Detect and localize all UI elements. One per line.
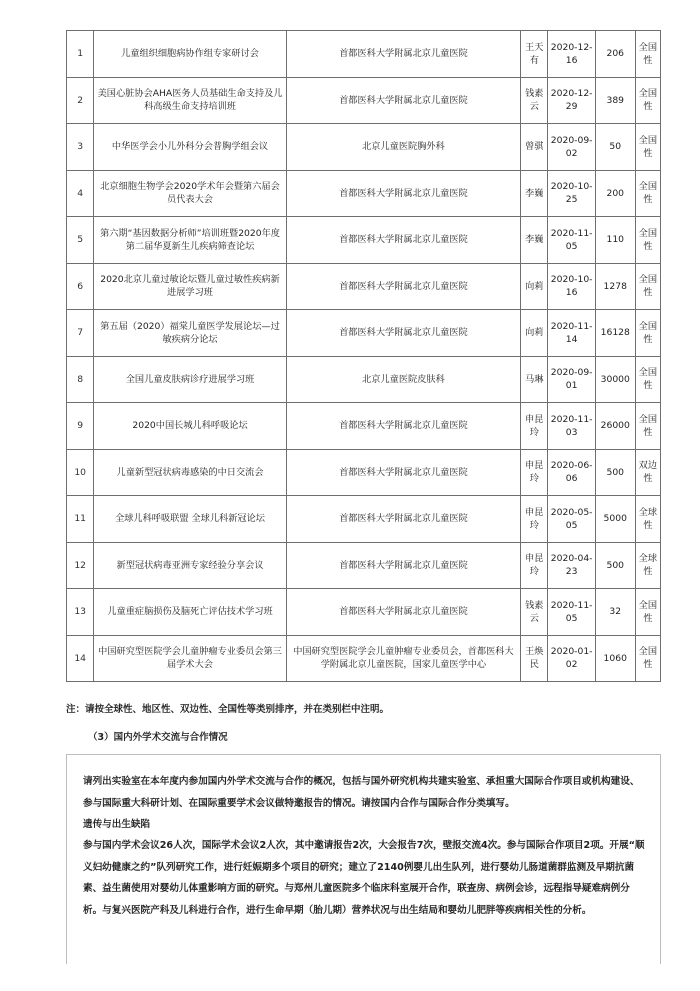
content-box xyxy=(66,754,661,964)
cell-person: 钱素云 xyxy=(521,589,548,636)
cell-person: 申昆玲 xyxy=(521,542,548,589)
cell-number: 2 xyxy=(67,77,94,124)
cell-organizer: 首都医科大学附属北京儿童医院 xyxy=(286,217,520,264)
cell-person: 曾骐 xyxy=(521,124,548,171)
cell-scope: 双边性 xyxy=(635,449,660,496)
cell-attendees: 5000 xyxy=(595,496,635,543)
intro-text: 请列出实验室在本年度内参加国内外学术交流与合作的概况，包括与国外研究机构共建实验室、承担重大国际合作项目或机构建设、参与国际重大科研计划、在国际重要学术会议做特邀报告的情况。请按国内合作与国际合作分类填写。 xyxy=(83,776,640,809)
cell-conference-name: 全国儿童皮肤病诊疗进展学习班 xyxy=(94,356,286,403)
cell-organizer: 首都医科大学附属北京儿童医院 xyxy=(286,542,520,589)
cell-organizer: 北京儿童医院皮肤科 xyxy=(286,356,520,403)
cell-attendees: 50 xyxy=(595,124,635,171)
cell-date: 2020-09-01 xyxy=(548,356,595,403)
cell-scope: 全国性 xyxy=(635,635,660,682)
table-row xyxy=(67,31,661,78)
cell-number: 4 xyxy=(67,170,94,217)
table-row xyxy=(67,542,661,589)
cell-person: 马琳 xyxy=(521,356,548,403)
table-row xyxy=(67,356,661,403)
cell-number: 7 xyxy=(67,310,94,357)
cell-number: 5 xyxy=(67,217,94,264)
cell-conference-name: 儿童重症脑损伤及脑死亡评估技术学习班 xyxy=(94,589,286,636)
cell-number: 8 xyxy=(67,356,94,403)
cell-date: 2020-11-05 xyxy=(548,589,595,636)
cell-attendees: 16128 xyxy=(595,310,635,357)
cell-conference-name: 全球儿科呼吸联盟 全球儿科新冠论坛 xyxy=(94,496,286,543)
body-text: 参与国内学术会议26人次，国际学术会议2人次，其中邀请报告2次，大会报告7次，壁报交流4次。参与国际合作项目2项。开展“顺义妇幼健康之约”队列研究工作，进行妊娠期多个项目的研究；建立了2140例婴儿出生队列，进行婴幼儿肠道菌群监测及早期抗菌素、益生菌使用对婴幼儿体重影响方面的研究。与郑州儿童医院多个临床科室展开合作，联查房、病例会诊，远程指导疑难病例分析。与复兴医院产科及儿科进行合作，进行生命早期（胎儿期）营养状况与出生结局和婴幼儿肥胖等疾病相关性的分析。 xyxy=(83,840,645,916)
cell-scope: 全国性 xyxy=(635,31,660,78)
cell-conference-name: 儿童组织细胞病协作组专家研讨会 xyxy=(94,31,286,78)
cell-date: 2020-12-29 xyxy=(548,77,595,124)
cell-date: 2020-01-02 xyxy=(548,635,595,682)
cell-person: 申昆玲 xyxy=(521,403,548,450)
cell-attendees: 206 xyxy=(595,31,635,78)
cell-attendees: 500 xyxy=(595,542,635,589)
cell-scope: 全国性 xyxy=(635,217,660,264)
cell-organizer: 首都医科大学附属北京儿童医院 xyxy=(286,496,520,543)
table-row xyxy=(67,263,661,310)
cell-conference-name: 2020中国长城儿科呼吸论坛 xyxy=(94,403,286,450)
cell-date: 2020-10-25 xyxy=(548,170,595,217)
cell-conference-name: 中国研究型医院学会儿童肿瘤专业委员会第三届学术大会 xyxy=(94,635,286,682)
table-note: 注：请按全球性、地区性、双边性、全国性等类别排序，并在类别栏中注明。 xyxy=(66,704,390,715)
cell-scope: 全国性 xyxy=(635,124,660,171)
cell-scope: 全国性 xyxy=(635,589,660,636)
cell-number: 13 xyxy=(67,589,94,636)
cell-person: 李巍 xyxy=(521,170,548,217)
cell-organizer: 首都医科大学附属北京儿童医院 xyxy=(286,310,520,357)
cell-conference-name: 北京细胞生物学会2020学术年会暨第六届会员代表大会 xyxy=(94,170,286,217)
table-row xyxy=(67,589,661,636)
cell-date: 2020-11-03 xyxy=(548,403,595,450)
cell-conference-name: 中华医学会小儿外科分会普胸学组会议 xyxy=(94,124,286,171)
cell-number: 14 xyxy=(67,635,94,682)
cell-organizer: 首都医科大学附属北京儿童医院 xyxy=(286,170,520,217)
cell-attendees: 30000 xyxy=(595,356,635,403)
cell-number: 12 xyxy=(67,542,94,589)
cell-conference-name: 第五届（2020）福棠儿童医学发展论坛—过敏疾病分论坛 xyxy=(94,310,286,357)
cell-organizer: 中国研究型医院学会儿童肿瘤专业委员会，首都医科大学附属北京儿童医院，国家儿童医学中心 xyxy=(286,635,520,682)
cell-conference-name: 新型冠状病毒亚洲专家经验分享会议 xyxy=(94,542,286,589)
conference-table-body xyxy=(67,31,661,682)
cell-conference-name: 2020北京儿童过敏论坛暨儿童过敏性疾病新进展学习班 xyxy=(94,263,286,310)
cell-organizer: 首都医科大学附属北京儿童医院 xyxy=(286,589,520,636)
cell-person: 李巍 xyxy=(521,217,548,264)
cell-date: 2020-09-02 xyxy=(548,124,595,171)
cell-organizer: 首都医科大学附属北京儿童医院 xyxy=(286,31,520,78)
cell-scope: 全国性 xyxy=(635,403,660,450)
cell-number: 9 xyxy=(67,403,94,450)
cell-number: 10 xyxy=(67,449,94,496)
cell-scope: 全国性 xyxy=(635,263,660,310)
cell-person: 向莉 xyxy=(521,310,548,357)
cell-attendees: 26000 xyxy=(595,403,635,450)
cell-number: 3 xyxy=(67,124,94,171)
cell-date: 2020-04-23 xyxy=(548,542,595,589)
table-row xyxy=(67,77,661,124)
cell-organizer: 首都医科大学附属北京儿童医院 xyxy=(286,77,520,124)
cell-date: 2020-05-05 xyxy=(548,496,595,543)
cell-person: 钱素云 xyxy=(521,77,548,124)
cell-date: 2020-10-16 xyxy=(548,263,595,310)
cell-scope: 全国性 xyxy=(635,310,660,357)
cell-person: 申昆玲 xyxy=(521,449,548,496)
table-row xyxy=(67,170,661,217)
cell-scope: 全国性 xyxy=(635,170,660,217)
table-row xyxy=(67,124,661,171)
cell-attendees: 32 xyxy=(595,589,635,636)
cell-attendees: 500 xyxy=(595,449,635,496)
section-title: （3）国内外学术交流与合作情况 xyxy=(88,732,228,743)
cell-person: 向莉 xyxy=(521,263,548,310)
conference-table xyxy=(66,30,661,682)
table-row xyxy=(67,496,661,543)
cell-date: 2020-11-14 xyxy=(548,310,595,357)
cell-organizer: 北京儿童医院胸外科 xyxy=(286,124,520,171)
cell-attendees: 389 xyxy=(595,77,635,124)
cell-person: 王焕民 xyxy=(521,635,548,682)
cell-organizer: 首都医科大学附属北京儿童医院 xyxy=(286,263,520,310)
cell-conference-name: 第六期“基因数据分析师”培训班暨2020年度第二届华夏新生儿疾病筛查论坛 xyxy=(94,217,286,264)
cell-attendees: 110 xyxy=(595,217,635,264)
cell-number: 11 xyxy=(67,496,94,543)
cell-date: 2020-11-05 xyxy=(548,217,595,264)
cell-number: 6 xyxy=(67,263,94,310)
table-row xyxy=(67,635,661,682)
cell-scope: 全国性 xyxy=(635,356,660,403)
cell-scope: 全国性 xyxy=(635,77,660,124)
cell-date: 2020-06-06 xyxy=(548,449,595,496)
cell-person: 王天有 xyxy=(521,31,548,78)
cell-conference-name: 儿童新型冠状病毒感染的中日交流会 xyxy=(94,449,286,496)
table-row xyxy=(67,403,661,450)
cell-scope: 全球性 xyxy=(635,496,660,543)
cell-person: 申昆玲 xyxy=(521,496,548,543)
table-row xyxy=(67,217,661,264)
cell-scope: 全球性 xyxy=(635,542,660,589)
subheading: 遗传与出生缺陷 xyxy=(83,819,151,830)
cell-attendees: 1278 xyxy=(595,263,635,310)
cell-date: 2020-12-16 xyxy=(548,31,595,78)
cell-conference-name: 美国心脏协会AHA医务人员基础生命支持及儿科高级生命支持培训班 xyxy=(94,77,286,124)
cell-attendees: 1060 xyxy=(595,635,635,682)
table-row xyxy=(67,449,661,496)
cell-attendees: 200 xyxy=(595,170,635,217)
table-row xyxy=(67,310,661,357)
cell-organizer: 首都医科大学附属北京儿童医院 xyxy=(286,403,520,450)
cell-number: 1 xyxy=(67,31,94,78)
cell-organizer: 首都医科大学附属北京儿童医院 xyxy=(286,449,520,496)
